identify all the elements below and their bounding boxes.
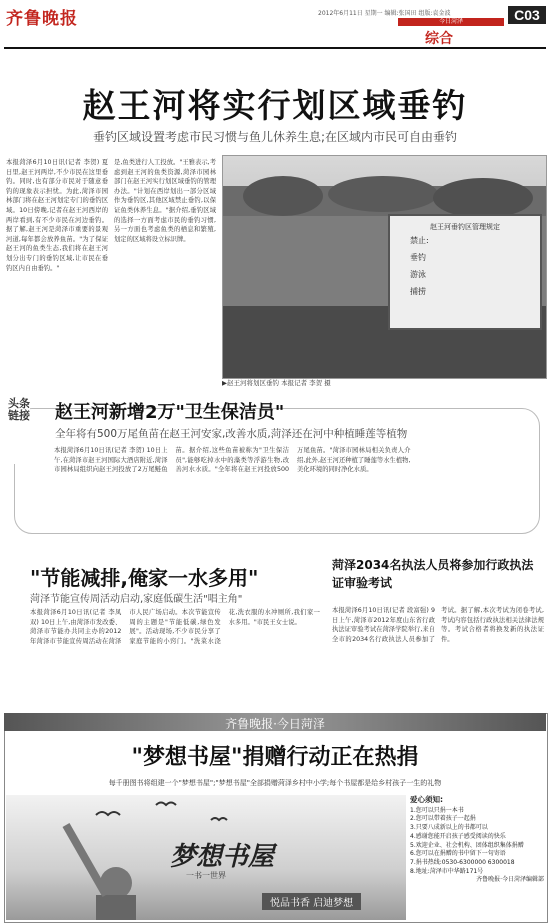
sidebar-subheadline: 全年将有500万尾鱼苗在赵王河安家,改善水质,菏泽还在河中种植睡莲等植物 <box>55 428 408 440</box>
sign-line: 禁止: <box>410 236 429 245</box>
notice-item: 4.感谢您能开启孩子感受阅读的快乐 <box>410 832 506 840</box>
notice-item: 5.欢迎企业、社会机构、团体组织集体捐赠 <box>410 841 524 849</box>
notice-item: 1.您可以只捐一本书 <box>410 806 464 814</box>
exam-story-body: 本报菏泽6月10日讯(记者 段富强) 9日上午,菏泽市2012年度山东省行政执法证审验考试在菏泽学院举行,来自全市的2034名行政执法人员参加了考试。据了解,本次考试为闭卷考试,考试内容包括行政执法相关法律法规等。考试合格者将换发新的执法证件。 <box>332 607 544 643</box>
notice-item: 齐鲁晚报·今日菏泽编辑部 <box>476 876 544 884</box>
notice-item: 3.只要八成新以上的书都可以 <box>410 824 488 832</box>
ad-subheadline: 每千册图书将组建一个"梦想书屋";"梦想书屋"全部捐赠菏泽乡村中小学;每个书屋都是给乡村孩子一生的礼物 <box>108 779 442 787</box>
main-subheadline: 垂钓区域设置考虑市民习惯与鱼儿休养生息;在区域内市民可自由垂钓 <box>92 130 458 144</box>
logo-tagline: 一书一世界 <box>186 871 226 880</box>
donation-notice <box>410 796 544 920</box>
notice-item: 8.地址:菏泽市中华路171号 <box>410 867 484 875</box>
sign-line: 捕捞 <box>410 287 426 296</box>
header-rule <box>4 47 546 49</box>
sign-title: 赵王河垂钓区管理规定 <box>430 223 500 231</box>
issue-meta: 2012年6月11日 星期一 编辑:张国田 组版:袁金波 <box>318 10 451 17</box>
page-code: C03 <box>508 6 546 24</box>
ad-section-title: 齐鲁晚报·今日菏泽 <box>225 717 325 731</box>
energy-story-headline: "节能减排,俺家一水多用" <box>30 566 259 590</box>
notice-item: 7.捐书热线:0530-6300000 6300018 <box>410 858 515 866</box>
ad-slogan: 悦品书香 启迪梦想 <box>262 893 361 910</box>
sidebar-body: 本报菏泽6月10日讯(记者 李贺) 10日上午,在菏泽市赵王河国际大酒店附近,菏泽市园林局组织向赵王河投放了2万尾鲢鱼苗。据介绍,这些鱼苗被称为"卫生保洁员",能够吃掉水中的藻类等浮游生物,改善河水水质。"全年将在赵王河投放500万尾鱼苗。"菏泽市园林局相关负责人介绍,此外,赵王河还种植了睡莲等水生植物,美化环境的同时净化水质。 <box>54 447 411 474</box>
main-story-column-1: 本报菏泽6月10日讯(记者 李贺) 夏日里,赵王河两岸,不少市民在这里垂钓。同时,也有部分市民对于随意垂钓的现象表示担忧。为此,菏泽市园林部门将在赵王河划定专门的垂钓区域。10日傍晚,记者在赵王河西岸的两岸看到,有不少市民在河边垂钓。据了解,赵王河是菏泽市重要的景观河道,每年都会放养鱼苗。"为了保证赵王河的鱼类生态,我们将在赵王河划分出专门的垂钓区域,让市民在垂钓区内自由垂钓。" <box>6 159 108 272</box>
notice-item: 6.您可以在捐赠的书中留下一句寄语 <box>410 850 506 858</box>
main-headline: 赵王河将实行划区域垂钓 <box>82 86 468 125</box>
masthead: 齐鲁晚报 <box>6 9 78 29</box>
photo-caption: ▶赵王河将划区垂钓 本报记者 李贺 摄 <box>222 379 331 387</box>
energy-story-subheadline: 菏泽节能宣传周活动启动,家庭低碳生活"唱主角" <box>30 594 243 605</box>
notice-item: 2.您可以带着孩子一起捐 <box>410 815 476 823</box>
local-edition-tag: 今日菏泽 <box>398 18 504 26</box>
dream-bookhouse-logo: 梦想书屋 <box>170 842 275 872</box>
notice-title: 爱心须知: <box>410 795 443 804</box>
sidebar-headline: 赵王河新增2万"卫生保洁员" <box>55 402 285 423</box>
exam-story-headline: 菏泽2034名执法人员将参加行政执法证审验考试 <box>332 558 534 590</box>
section-title: 综合 <box>425 31 453 47</box>
news-photo-river <box>222 155 547 379</box>
fishing-notice-sign <box>388 214 542 330</box>
main-story-column-2: 是,鱼类进行人工投放。"王雅表示,考虑到赵王河的鱼类资源,菏泽市园林部门在赵王河实行划区域垂钓的管理办法。"计划在西岸划出一部分区域作为垂钓区,其他区域禁止垂钓,以保证鱼类休养生息。"据介绍,垂钓区域的选择一方面考虑市民的垂钓习惯,另一方面也考虑鱼类的栖息和繁殖,划定的区域将设立标识牌。 <box>114 159 216 243</box>
ad-headline: "梦想书屋"捐赠行动正在热捐 <box>131 745 419 770</box>
headline-link-label: 头条链接 <box>8 398 30 464</box>
energy-story-body: 本报菏泽6月10日讯(记者 李凤双) 10日上午,由菏泽市发改委、菏泽市节能办共同主办的2012年菏泽市节能宣传周活动在菏泽市人民广场启动。本次节能宣传周的主题是"节能低碳,绿色发展"。活动现场,不少市民分享了家庭节能的小窍门。"洗菜水浇花,洗衣服的水冲厕所,我们家一水多用。"市民王女士说。 <box>30 609 320 645</box>
sign-line: 游泳 <box>410 270 426 279</box>
sign-line: 垂钓 <box>410 253 426 262</box>
